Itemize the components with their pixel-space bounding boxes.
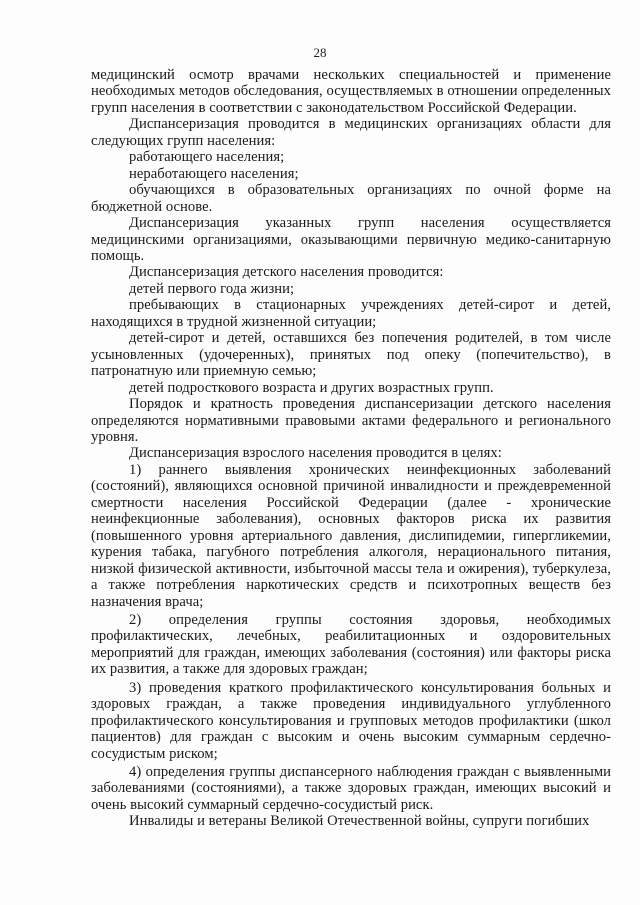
list-item: обучающихся в образовательных организациях по очной форме на бюджетной основе.	[91, 182, 611, 215]
list-item: неработающего населения;	[129, 165, 299, 182]
list-item: детей-сирот и детей, оставшихся без попечения родителей, в том числе усыновленных (удочеренных), принятых под опеку (попечительство), в патронатную или приемную семью;	[91, 330, 611, 380]
page-number: 28	[313, 45, 327, 60]
numbered-item: 1) раннего выявления хронических неинфекционных заболеваний (состояний), являющихся основной причиной инвалидности и преждевременной смертности населения Российской Федерации (далее - хронические неинфекционные заболевания), основных факторов риска их развития (повышенного уровня артериального давления, дислипидемии, гипергликемии, курения табака, пагубного потребления алкоголя, нерационального питания, низкой физической активности, избыточной массы тела и ожирения), туберкулеза, а также потребления наркотических средств и психотропных веществ без назначения врача;	[91, 461, 611, 610]
numbered-item: 3) проведения краткого профилактического консультирования больных и здоровых граждан, а также проведения индивидуального углубленного профилактического консультирования и групповых методов профилактики (школ пациентов) для граждан с высоким и очень высоким суммарным сердечно-сосудистым риском;	[91, 679, 611, 762]
document-body	[91, 67, 611, 830]
numbered-item: 4) определения группы диспансерного наблюдения граждан с выявленными заболеваниями (состояниями), а также здоровых граждан, имеющих высокий и очень высокий суммарный сердечно-сосудистый риск.	[91, 764, 611, 813]
paragraph: Диспансеризация указанных групп населения осуществляется медицинскими организациями, оказывающими первичную медико-санитарную помощь.	[91, 215, 611, 264]
numbered-item: 2) определения группы состояния здоровья, необходимых профилактических, лечебных, реабилитационных и оздоровительных мероприятий для граждан, имеющих заболевания (состояния) или факторы риска их развития, а также для здоровых граждан;	[91, 611, 611, 678]
paragraph: медицинский осмотр врачами нескольких специальностей и применение необходимых методов обследования, осуществляемых в отношении определенных групп населения в соответствии с законодательством Российской Федерации.	[91, 67, 611, 116]
paragraph: Инвалиды и ветераны Великой Отечественной войны, супруги погибших	[129, 813, 590, 830]
list-item: детей первого года жизни;	[129, 280, 295, 297]
list-item: работающего населения;	[129, 149, 285, 166]
list-item: пребывающих в стационарных учреждениях детей-сирот и детей, находящихся в трудной жизненной ситуации;	[91, 297, 611, 330]
list-item: детей подросткового возраста и других возрастных групп.	[129, 379, 494, 396]
paragraph: Диспансеризация детского населения проводится:	[129, 264, 444, 281]
paragraph: Диспансеризация взрослого населения проводится в целях:	[129, 445, 502, 462]
paragraph: Диспансеризация проводится в медицинских организациях области для следующих групп населения:	[91, 116, 611, 149]
paragraph: Порядок и кратность проведения диспансеризации детского населения определяются нормативными правовыми актами федерального и регионального уровня.	[91, 396, 611, 445]
